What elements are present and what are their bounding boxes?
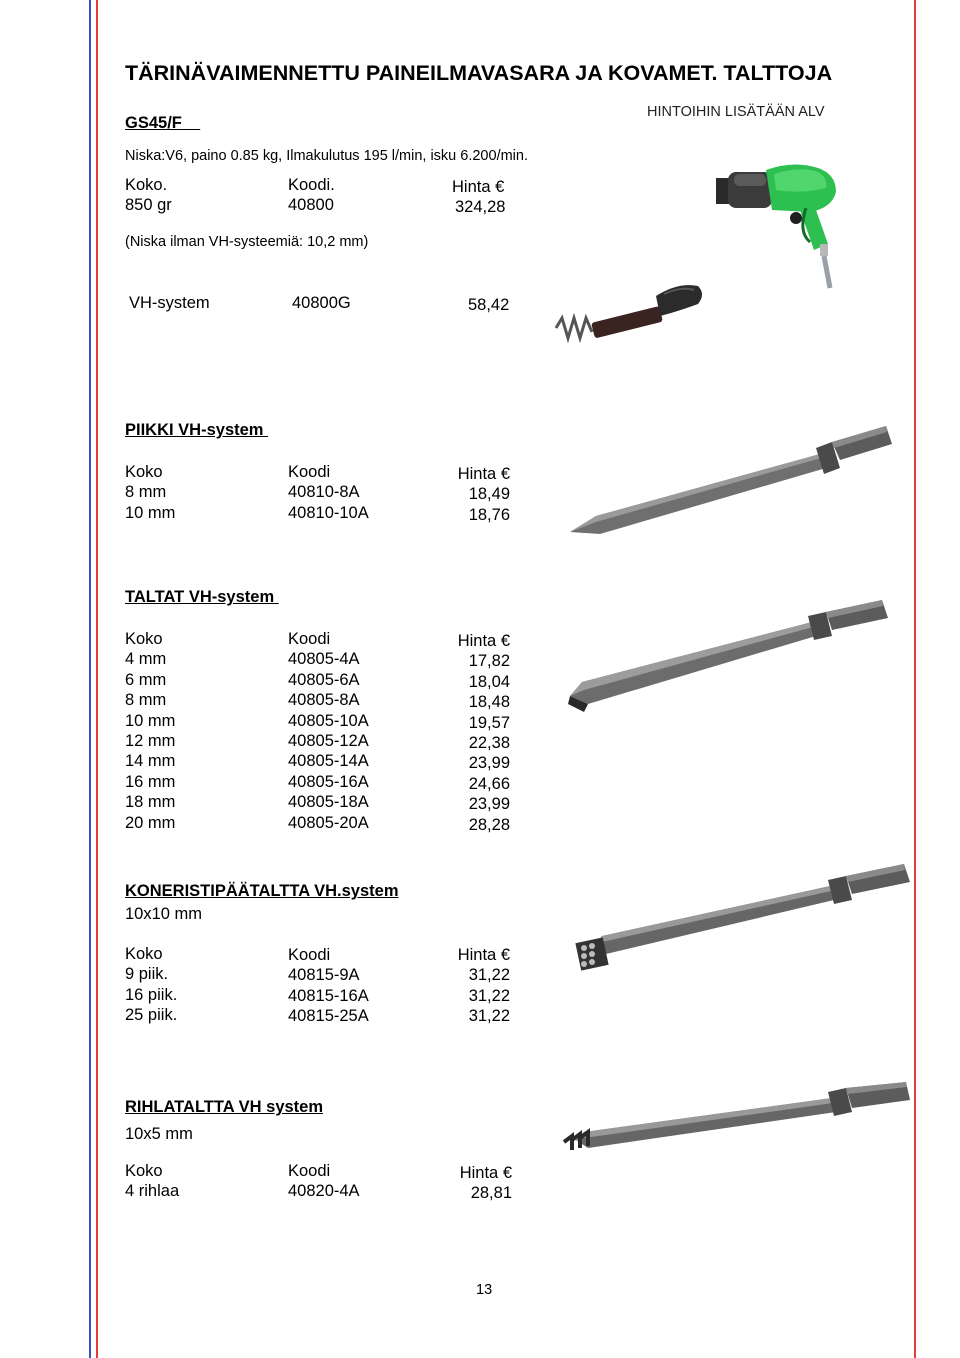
koneristi-heading: KONERISTIPÄÄTALTTA VH.system: [125, 882, 399, 900]
piikki-size-col: [125, 462, 175, 523]
piikki-code: 40810-10A: [288, 503, 369, 522]
koneristi-sub: 10x10 mm: [125, 905, 203, 923]
rihla-hdr-price: Hinta €: [459, 1164, 512, 1182]
gs45-specs: Niska:V6, paino 0.85 kg, Ilmakulutus 195 l/min, isku 6.200/min.: [125, 148, 528, 164]
taltat-code: 40805-12A: [288, 732, 369, 751]
rihla-hdr-code: Koodi: [288, 1162, 331, 1180]
koneristi-price: 31,22: [468, 986, 510, 1005]
taltat-code: 40805-20A: [288, 813, 369, 832]
taltat-hdr-price: Hinta €: [457, 632, 510, 650]
gs45-heading: GS45/F: [125, 114, 182, 132]
taltat-size: 10 mm: [125, 711, 176, 730]
flat-chisel-image: [562, 600, 912, 720]
piikki-hdr-price: Hinta €: [457, 465, 510, 483]
koneristi-size: 9 piik.: [125, 965, 169, 984]
point-chisel-image: [556, 408, 916, 548]
piikki-code: 40810-8A: [288, 483, 360, 502]
rihla-size: 4 rihlaa: [125, 1182, 180, 1201]
rihla-size-col: [125, 1161, 179, 1202]
piikki-price: 18,76: [468, 505, 510, 524]
taltat-size: 16 mm: [125, 772, 176, 791]
rihla-code: 40820-4A: [288, 1182, 360, 1201]
piikki-size: 8 mm: [125, 483, 167, 502]
taltat-price: 22,38: [468, 734, 510, 753]
taltat-price: 24,66: [468, 774, 510, 793]
taltat-size: 8 mm: [125, 691, 167, 710]
gs45-note: (Niska ilman VH-systeemiä: 10,2 mm): [125, 234, 369, 250]
taltat-code: 40805-16A: [288, 772, 369, 791]
taltat-code: 40805-8A: [288, 691, 360, 710]
gs45-hdr-size: Koko.: [125, 176, 168, 194]
taltat-size: 14 mm: [125, 752, 176, 771]
piikki-hdr-size: Koko: [125, 463, 163, 481]
koneristi-size: 16 piik.: [125, 985, 178, 1004]
rihla-heading: RIHLATALTTA VH system: [125, 1098, 324, 1116]
vh-code: 40800G: [292, 294, 351, 312]
gs45-size: 850 gr: [125, 196, 172, 214]
taltat-size: 20 mm: [125, 813, 176, 832]
piikki-hdr-code: Koodi: [288, 463, 331, 481]
rihla-sub: 10x5 mm: [125, 1125, 193, 1143]
taltat-price: 17,82: [468, 652, 510, 671]
margin-line-red-left: [96, 0, 98, 1358]
gs45-price: 324,28: [455, 198, 506, 216]
page-number: 13: [476, 1282, 493, 1298]
rihla-price-col: [440, 1163, 512, 1204]
page-title: TÄRINÄVAIMENNETTU PAINEILMAVASARA JA KOVAMET. TALTTOJA: [125, 61, 833, 85]
koneristi-hdr-size: Koko: [125, 945, 163, 963]
koneristi-code: 40815-9A: [288, 966, 360, 985]
koneristi-code: 40815-25A: [288, 1007, 369, 1026]
koneristi-code: 40815-16A: [288, 986, 369, 1005]
taltat-code: 40805-18A: [288, 793, 369, 812]
taltat-size-col: [125, 629, 175, 833]
piikki-price-col: [440, 464, 510, 525]
taltat-price: 23,99: [468, 754, 510, 773]
koneristi-hdr-code: Koodi: [288, 946, 331, 964]
taltat-code: 40805-10A: [288, 711, 369, 730]
taltat-price-col: [440, 631, 510, 835]
vh-size: VH-system: [129, 294, 210, 312]
piikki-heading: PIIKKI VH-system: [125, 421, 264, 439]
taltat-size: 18 mm: [125, 793, 176, 812]
gs45-hdr-code: Koodi.: [288, 176, 335, 194]
taltat-code: 40805-14A: [288, 752, 369, 771]
vat-note: HINTOIHIN LISÄTÄÄN ALV: [647, 104, 825, 120]
ribbed-chisel-image: [556, 1082, 918, 1164]
rihla-price: 28,81: [470, 1184, 512, 1203]
taltat-price: 23,99: [468, 795, 510, 814]
taltat-size: 6 mm: [125, 670, 167, 689]
taltat-code-col: [288, 629, 369, 833]
koneristi-price: 31,22: [468, 966, 510, 985]
margin-line-blue: [89, 0, 91, 1358]
taltat-size: 12 mm: [125, 732, 176, 751]
taltat-price: 18,48: [468, 693, 510, 712]
koneristi-hdr-price: Hinta €: [457, 946, 510, 964]
koneristi-size-col: [125, 944, 177, 1026]
taltat-code: 40805-6A: [288, 670, 360, 689]
vh-price: 58,42: [468, 296, 510, 314]
air-hammer-image: [714, 160, 859, 290]
taltat-price: 18,04: [468, 672, 510, 691]
taltat-hdr-code: Koodi: [288, 630, 331, 648]
piikki-price: 18,49: [468, 485, 510, 504]
taltat-size: 4 mm: [125, 650, 167, 669]
rihla-code-col: [288, 1161, 360, 1202]
gs45-code: 40800: [288, 196, 334, 214]
taltat-code: 40805-4A: [288, 650, 360, 669]
taltat-heading: TALTAT VH-system: [125, 588, 275, 606]
taltat-price: 19,57: [468, 713, 510, 732]
koneristi-size: 25 piik.: [125, 1006, 178, 1025]
taltat-price: 28,28: [468, 815, 510, 834]
gs45-hdr-price: Hinta €: [452, 178, 505, 196]
bush-chisel-image: [572, 862, 916, 980]
vh-system-part-image: [548, 278, 708, 354]
koneristi-price-col: [440, 945, 510, 1027]
taltat-hdr-size: Koko: [125, 630, 163, 648]
rihla-hdr-size: Koko: [125, 1162, 163, 1180]
koneristi-code-col: [288, 945, 369, 1027]
piikki-size: 10 mm: [125, 503, 176, 522]
koneristi-price: 31,22: [468, 1007, 510, 1026]
piikki-code-col: [288, 462, 369, 523]
